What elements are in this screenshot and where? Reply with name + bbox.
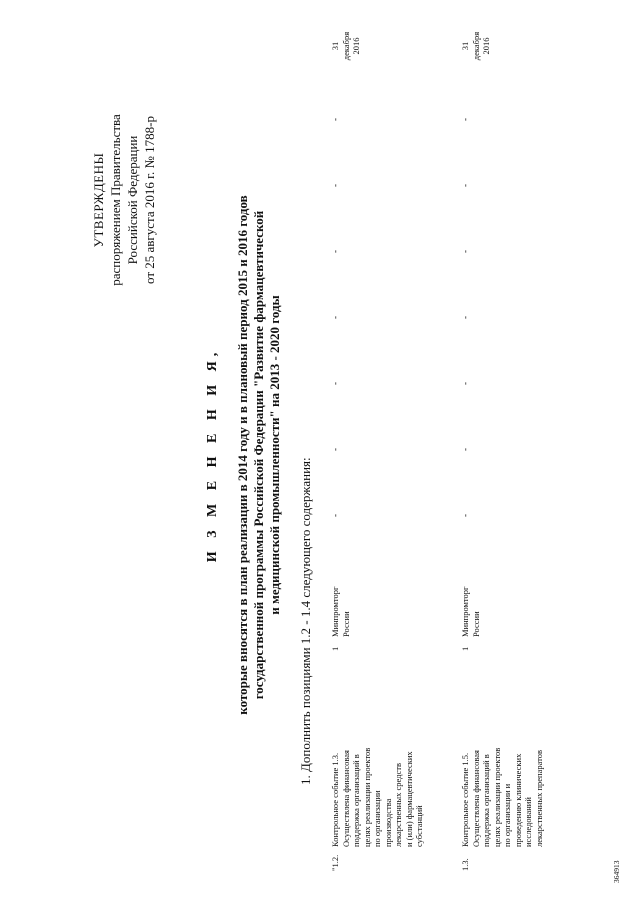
table-row [330, 21, 448, 881]
dash-cell: - [460, 184, 470, 187]
approval-heading: УТВЕРЖДЕНЫ [91, 152, 106, 248]
title-line-1: которые вносятся в план реализации в 2014 году и в плановый период 2015 и 2016 годов [235, 195, 250, 715]
row-name-line: производства [382, 798, 393, 847]
row-name-line: Контрольное событие 1.3. [330, 752, 340, 847]
title-line-2: государственной программы Российской Федерации "Развитие фармацевтической [251, 210, 266, 700]
row-number: "1.2. [330, 854, 340, 871]
row-name-line: Контрольное событие 1.5. [460, 752, 470, 847]
row-quantity: 1 [460, 646, 470, 651]
date-line: 2016 [481, 37, 491, 55]
row-responsible [330, 547, 351, 637]
table-row [460, 21, 578, 881]
row-name-line: лекарственных препаратов [533, 749, 544, 847]
row-name-line: поддержка организаций в [351, 754, 361, 847]
row-name-line: целях реализации проектов [491, 747, 502, 847]
row-name-line: по организации и [502, 783, 512, 847]
row-dash-cells [330, 117, 342, 517]
row-name-line: поддержка организаций в [481, 754, 491, 847]
row-name-line: целях реализации проектов [361, 747, 372, 847]
dash-cell: - [330, 382, 340, 385]
approval-line-2: Российской Федерации [125, 135, 140, 265]
approval-line-3: от 25 августа 2016 г. № 1788-р [142, 116, 157, 284]
dash-cell: - [330, 250, 340, 253]
dash-cell: - [330, 118, 340, 121]
row-name-line: проведению клинических [512, 753, 523, 847]
row-dash-cells [460, 117, 472, 517]
date-line: декабря [470, 31, 481, 61]
row-name-line: Осуществлена финансовая [340, 750, 351, 847]
responsible-line: России [470, 611, 481, 637]
dash-cell: - [330, 448, 340, 451]
row-name-line: Осуществлена финансовая [470, 750, 481, 847]
dash-cell: - [460, 250, 470, 253]
title-main: И З М Е Н Е Н И Я, [205, 347, 220, 563]
row-name [330, 651, 425, 847]
approval-line-1: распоряжением Правительства [108, 114, 123, 286]
title-line-3: и медицинской промышленности" на 2013 - 2020 годы [267, 295, 282, 615]
row-name [460, 651, 544, 847]
date-line: 31 [330, 41, 340, 51]
dash-cell: - [460, 118, 470, 121]
date-line: 31 [460, 41, 470, 51]
row-name-line: по организации [372, 790, 382, 847]
dash-cell: - [330, 316, 340, 319]
document-code: 364913 [612, 860, 621, 883]
row-name-line: и (или) фармацевтических [403, 751, 414, 847]
row-name-line: субстанций [414, 805, 424, 847]
row-number: 1.3. [460, 858, 470, 871]
dash-cell: - [460, 448, 470, 451]
row-responsible [460, 547, 481, 637]
approval-block [90, 35, 158, 365]
dash-cell: - [330, 514, 340, 517]
document-title [205, 125, 283, 785]
date-line: декабря [340, 31, 351, 61]
responsible-line: России [340, 611, 351, 637]
responsible-line: Минпромторг [460, 586, 470, 637]
dash-cell: - [460, 514, 470, 517]
date-line: 2016 [351, 37, 361, 55]
dash-cell: - [460, 316, 470, 319]
intro-text: 1. Дополнить позициями 1.2 - 1.4 следующего содержания: [298, 457, 313, 785]
row-name-line: лекарственных средств [393, 763, 403, 847]
row-date [460, 21, 492, 71]
row-date [330, 21, 362, 71]
row-name-line: исследований [523, 797, 533, 847]
dash-cell: - [460, 382, 470, 385]
dash-cell: - [330, 184, 340, 187]
responsible-line: Минпромторг [330, 586, 340, 637]
row-quantity: 1 [330, 646, 340, 651]
